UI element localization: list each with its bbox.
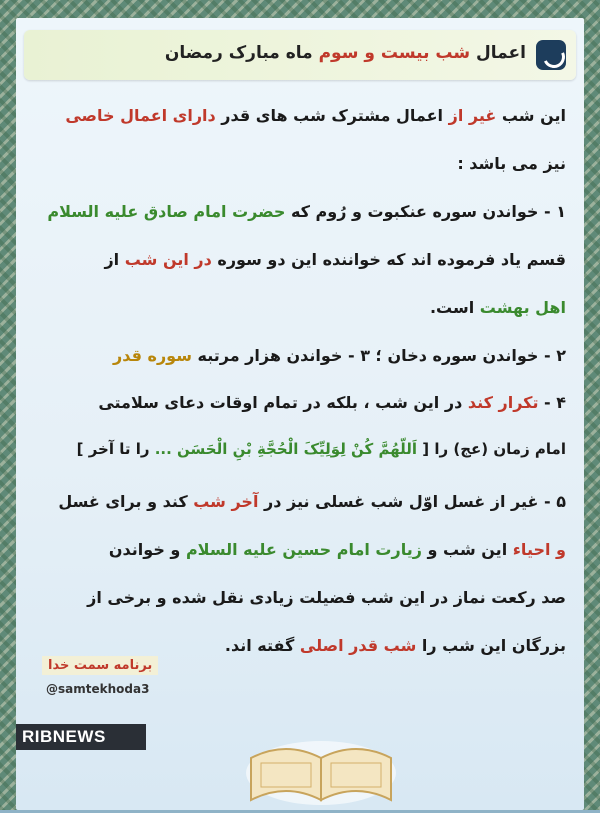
- text-line: [36, 332, 566, 380]
- page-title: [165, 43, 526, 63]
- text-segment: ۱ - خواندن سوره عنکبوت و رُوم که: [285, 202, 566, 221]
- text-segment: ۵ - غیر از غسل اوّل شب غسلی نیز در: [258, 492, 566, 511]
- text-segment: امام زمان (عج) را [: [417, 440, 566, 458]
- ribnews-watermark: RIBNEWS: [16, 724, 146, 750]
- text-line: [36, 92, 566, 140]
- text-segment: بزرگان این شب را: [416, 636, 566, 655]
- program-name-label: برنامه سمت خدا: [42, 656, 158, 675]
- text-segment: قسم یاد فرموده اند که خواننده این دو سوره: [211, 250, 566, 269]
- social-handle: @samtekhoda3: [46, 682, 150, 696]
- highlight-red: و احیاء: [512, 540, 566, 559]
- text-segment: نیز می باشد :: [457, 154, 566, 173]
- highlight-green: زیارت امام حسین علیه السلام: [185, 540, 422, 559]
- text-segment: اعمال مشترک شب های قدر: [215, 106, 449, 125]
- highlight-red: شب قدر اصلی: [299, 636, 417, 655]
- highlight-red: دارای اعمال خاصی: [65, 106, 216, 125]
- text-segment: کند و برای غسل: [58, 492, 194, 511]
- text-segment: این شب: [496, 106, 566, 125]
- highlight-green: اَللّهُمَّ کُنْ لِوَلِیِّکَ الْحُجَّةِ بْنِ الْحَسَن ...: [154, 440, 418, 458]
- content-panel: [16, 18, 584, 810]
- text-segment: از: [104, 250, 125, 269]
- text-line: [36, 188, 566, 236]
- text-line: [36, 380, 566, 426]
- text-segment: این شب و: [421, 540, 513, 559]
- title-text-2: شب بیست و سوم: [318, 43, 477, 63]
- text-line: [36, 526, 566, 574]
- open-quran-icon: [241, 718, 401, 813]
- text-line: [36, 284, 566, 332]
- highlight-red: آخر شب: [193, 492, 259, 511]
- text-line: [36, 236, 566, 284]
- program-logo-icon: [536, 40, 566, 70]
- text-line: [36, 478, 566, 526]
- text-segment: در این شب ، بلکه در تمام اوقات دعای سلامتی: [98, 393, 468, 412]
- text-segment: ۲ - خواندن سوره دخان ؛ ۳ - خواندن هزار مرتبه: [191, 346, 566, 365]
- highlight-green: حضرت امام صادق علیه السلام: [47, 202, 286, 221]
- text-segment: است.: [429, 298, 480, 317]
- title-text-1: اعمال: [476, 43, 526, 63]
- highlight-red: غیر از: [448, 106, 497, 125]
- article-body: [36, 92, 566, 670]
- highlight-gold: سوره قدر: [113, 346, 192, 365]
- highlight-red: در این شب: [124, 250, 212, 269]
- highlight-green: اهل بهشت: [479, 298, 566, 317]
- text-segment: را تا آخر ]: [76, 440, 155, 458]
- text-segment: گفته اند.: [224, 636, 300, 655]
- text-segment: و خواندن: [108, 540, 186, 559]
- text-line: [36, 140, 566, 188]
- title-bar: [24, 30, 576, 80]
- title-text-3: ماه مبارک رمضان: [164, 43, 319, 63]
- text-segment: ۴ -: [538, 393, 566, 412]
- text-line: [36, 574, 566, 622]
- text-line: [36, 426, 566, 472]
- highlight-red: تکرار کند: [467, 393, 539, 412]
- text-segment: صد رکعت نماز در این شب فضیلت زیادی نقل شده و برخی از: [87, 588, 566, 607]
